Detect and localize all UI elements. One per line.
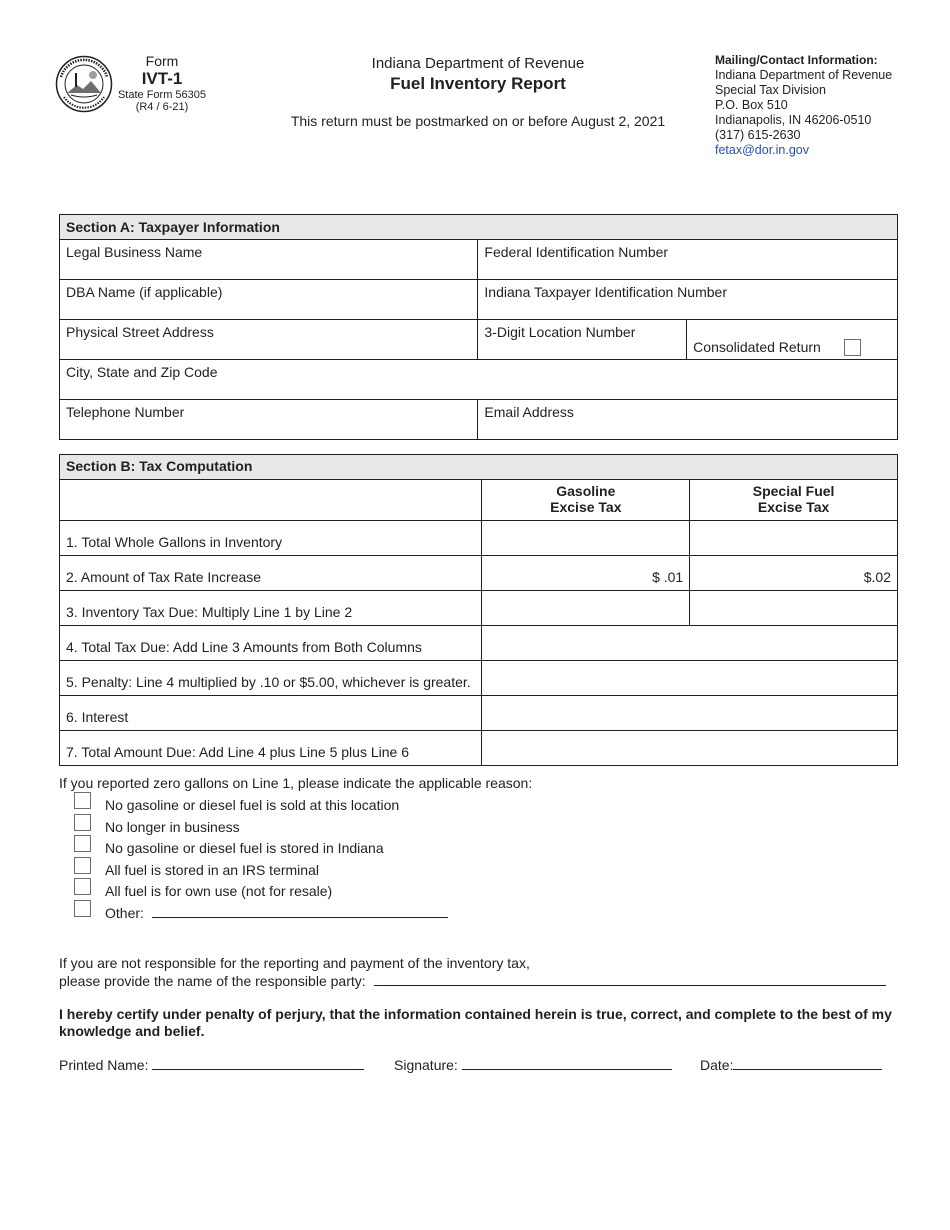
- consolidated-return-checkbox[interactable]: [844, 339, 861, 356]
- reason-item: [74, 857, 448, 879]
- contact-line: Indiana Department of Revenue: [715, 68, 893, 82]
- federal-id-label: Federal Identification Number: [484, 244, 669, 260]
- indiana-taxpayer-id-field[interactable]: [478, 280, 898, 320]
- reason-not-sold-checkbox[interactable]: [74, 792, 91, 809]
- printed-name-input[interactable]: [152, 1056, 364, 1070]
- special-fuel-header-line2: Excise Tax: [757, 499, 830, 515]
- reason-label: No longer in business: [105, 818, 240, 835]
- reason-item: [74, 814, 448, 836]
- responsible-party-line2: please provide the name of the responsible party:: [59, 973, 366, 989]
- email-label: Email Address: [484, 404, 574, 420]
- street-address-label: Physical Street Address: [66, 324, 214, 340]
- section-b-heading: Section B: Tax Computation: [60, 455, 898, 480]
- printed-name-label: Printed Name:: [59, 1057, 149, 1073]
- reason-label: No gasoline or diesel fuel is stored in Indiana: [105, 840, 384, 857]
- contact-email-link[interactable]: fetax@dor.in.gov: [715, 143, 809, 157]
- line-1-gasoline-input[interactable]: [482, 521, 690, 556]
- certification-statement: I hereby certify under penalty of perjury, that the information contained herein is true, correct, and complete to the best of my knowledge and belief.: [59, 1006, 892, 1039]
- line-3-label: 3. Inventory Tax Due: Multiply Line 1 by Line 2: [60, 591, 482, 626]
- section-b-tax-computation: [59, 454, 898, 766]
- email-field[interactable]: [478, 400, 898, 440]
- contact-info: [715, 53, 892, 158]
- line-1-special-fuel-input[interactable]: [690, 521, 898, 556]
- signature-input[interactable]: [462, 1056, 672, 1070]
- reason-label: Other:: [105, 904, 144, 921]
- consolidated-return-label: Consolidated Return: [693, 339, 821, 355]
- line-3-special-fuel-input[interactable]: [690, 591, 898, 626]
- reason-own-use-checkbox[interactable]: [74, 878, 91, 895]
- date-input[interactable]: [733, 1056, 882, 1070]
- page-title: Fuel Inventory Report: [390, 74, 566, 93]
- responsible-party-line1: If you are not responsible for the reporting and payment of the inventory tax,: [59, 955, 530, 971]
- reason-item: [74, 900, 448, 922]
- legal-business-name-label: Legal Business Name: [66, 244, 203, 260]
- state-form-number: State Form 56305: [117, 88, 207, 101]
- dba-name-label: DBA Name (if applicable): [66, 284, 223, 300]
- contact-line: Special Tax Division: [715, 83, 826, 97]
- other-reason-input[interactable]: [152, 900, 448, 918]
- line-6-input[interactable]: [482, 696, 898, 731]
- department-name: Indiana Department of Revenue: [371, 55, 585, 72]
- section-a-heading: Section A: Taxpayer Information: [60, 215, 898, 240]
- line-3-gasoline-input[interactable]: [482, 591, 690, 626]
- contact-line: (317) 615-2630: [715, 128, 801, 142]
- indiana-taxpayer-id-label: Indiana Taxpayer Identification Number: [484, 284, 727, 300]
- gasoline-header-line2: Excise Tax: [550, 499, 622, 515]
- dba-name-field[interactable]: [60, 280, 478, 320]
- location-number-label: 3-Digit Location Number: [484, 324, 636, 340]
- title-block: [290, 55, 666, 129]
- telephone-field[interactable]: [60, 400, 478, 440]
- zero-gallons-reasons: [74, 792, 448, 922]
- location-number-field[interactable]: [478, 320, 687, 360]
- reason-not-stored-in-indiana-checkbox[interactable]: [74, 835, 91, 852]
- form-code: IVT-1: [141, 69, 183, 89]
- legal-business-name-field[interactable]: [60, 240, 478, 280]
- reason-item: [74, 835, 448, 857]
- telephone-label: Telephone Number: [66, 404, 185, 420]
- form-label: Form: [145, 53, 179, 69]
- city-state-zip-label: City, State and Zip Code: [66, 364, 218, 380]
- date-label: Date:: [700, 1057, 734, 1073]
- reason-irs-terminal-checkbox[interactable]: [74, 857, 91, 874]
- responsible-party-input[interactable]: [374, 972, 886, 986]
- line-7-label: 7. Total Amount Due: Add Line 4 plus Line 5 plus Line 6: [60, 731, 482, 766]
- postmark-notice: This return must be postmarked on or before August 2, 2021: [290, 113, 666, 129]
- signature-field: [394, 1056, 672, 1073]
- column-header-blank: [60, 480, 482, 521]
- signature-label: Signature:: [394, 1057, 458, 1073]
- line-4-label: 4. Total Tax Due: Add Line 3 Amounts from Both Columns: [60, 626, 482, 661]
- line-4-input[interactable]: [482, 626, 898, 661]
- consolidated-return-cell: [687, 320, 898, 360]
- reason-item: [74, 878, 448, 900]
- special-fuel-rate-value: $.02: [690, 556, 898, 591]
- reason-label: All fuel is stored in an IRS terminal: [105, 861, 319, 878]
- form-revision: (R4 / 6-21): [135, 101, 189, 114]
- special-fuel-header-line1: Special Fuel: [752, 483, 835, 499]
- special-fuel-column-header: [690, 480, 898, 521]
- responsible-party-section: [59, 955, 889, 990]
- contact-heading: Mailing/Contact Information:: [715, 53, 878, 67]
- line-5-input[interactable]: [482, 661, 898, 696]
- line-2-label: 2. Amount of Tax Rate Increase: [60, 556, 482, 591]
- federal-id-field[interactable]: [478, 240, 898, 280]
- street-address-field[interactable]: [60, 320, 478, 360]
- reason-other-checkbox[interactable]: [74, 900, 91, 917]
- contact-line: P.O. Box 510: [715, 98, 788, 112]
- reason-label: All fuel is for own use (not for resale): [105, 883, 333, 900]
- gasoline-column-header: [482, 480, 690, 521]
- gasoline-header-line1: Gasoline: [556, 483, 616, 499]
- gasoline-rate-value: $ .01: [482, 556, 690, 591]
- city-state-zip-field[interactable]: [60, 360, 898, 400]
- form-identifier: [112, 53, 212, 114]
- line-7-input[interactable]: [482, 731, 898, 766]
- reason-item: [74, 792, 448, 814]
- zero-gallons-question: If you reported zero gallons on Line 1, please indicate the applicable reason:: [59, 775, 533, 791]
- printed-name-field: [59, 1056, 364, 1073]
- reason-no-longer-in-business-checkbox[interactable]: [74, 814, 91, 831]
- section-a-taxpayer-info: [59, 214, 898, 440]
- line-5-label: 5. Penalty: Line 4 multiplied by .10 or $5.00, whichever is greater.: [60, 661, 482, 696]
- contact-line: Indianapolis, IN 46206-0510: [715, 113, 872, 127]
- line-6-label: 6. Interest: [60, 696, 482, 731]
- reason-label: No gasoline or diesel fuel is sold at this location: [105, 797, 400, 813]
- state-seal-logo: [55, 55, 113, 113]
- line-1-label: 1. Total Whole Gallons in Inventory: [60, 521, 482, 556]
- date-field: [700, 1056, 882, 1073]
